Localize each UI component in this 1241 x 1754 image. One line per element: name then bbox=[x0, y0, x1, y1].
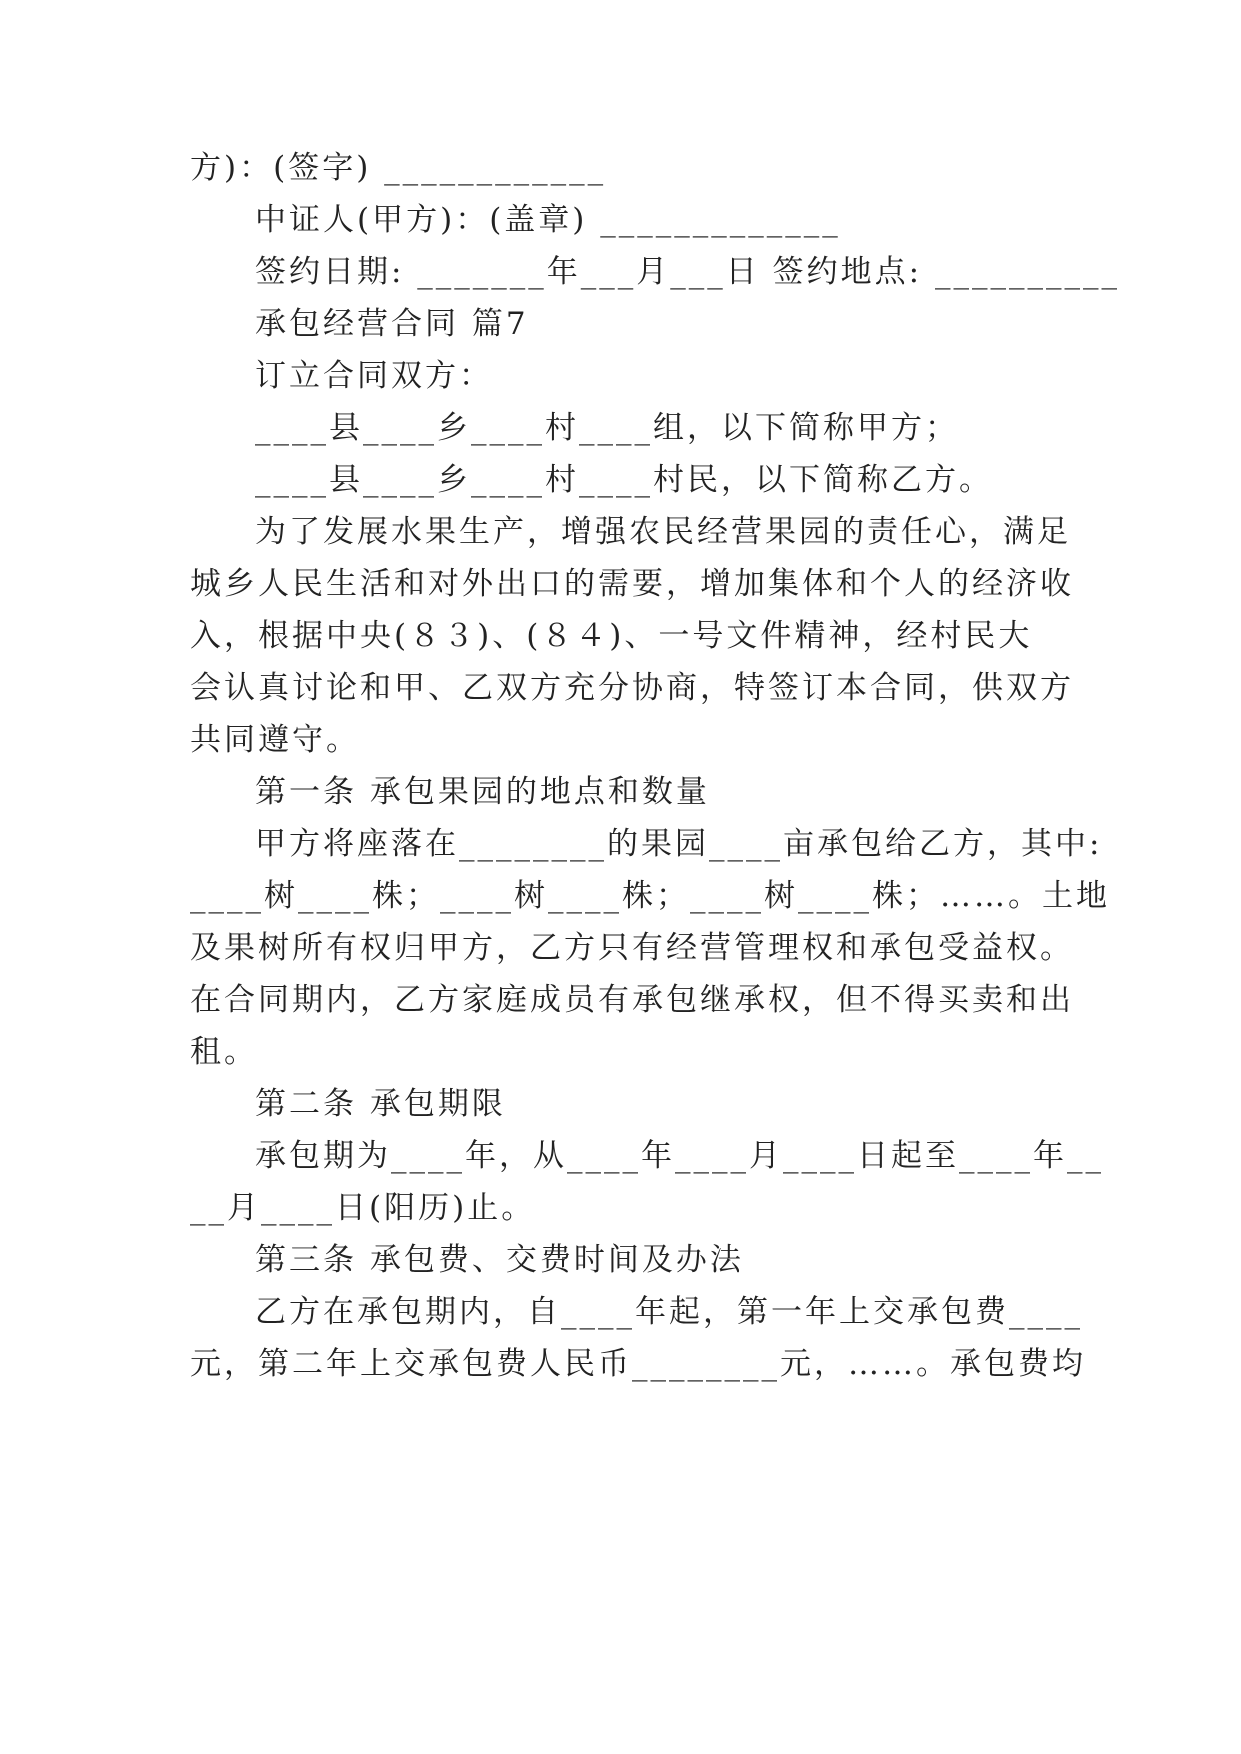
signature-line: 方)：(签字) ____________ bbox=[190, 150, 607, 186]
article-1-heading: 第一条 承包果园的地点和数量 bbox=[255, 774, 710, 810]
signing-date-line: 签约日期: _______年___月___日 签约地点: __________ bbox=[255, 254, 1120, 290]
paragraph-line: 入，根据中央(８３)、(８４)、一号文件精神，经村民大 bbox=[190, 618, 1033, 654]
paragraph-line: 乙方在承包期内，自____年起，第一年上交承包费____ bbox=[255, 1294, 1083, 1330]
paragraph-line: 甲方将座落在________的果园____亩承包给乙方，其中: bbox=[255, 826, 1103, 862]
party-b-line: ____县____乡____村____村民，以下简称乙方。 bbox=[255, 462, 993, 498]
paragraph-line: 共同遵守。 bbox=[190, 722, 360, 758]
paragraph-line: 元，第二年上交承包费人民币________元，……。承包费均 bbox=[190, 1346, 1086, 1382]
paragraph-line: 承包期为____年，从____年____月____日起至____年__ bbox=[255, 1138, 1104, 1174]
section-title: 承包经营合同 篇7 bbox=[255, 306, 529, 342]
paragraph-line: ____树____株；____树____株；____树____株；……。土地 bbox=[190, 878, 1110, 914]
paragraph-line: 及果树所有权归甲方，乙方只有经营管理权和承包受益权。 bbox=[190, 930, 1074, 966]
paragraph-line: 会认真讨论和甲、乙双方充分协商，特签订本合同，供双方 bbox=[190, 670, 1074, 706]
parties-heading: 订立合同双方： bbox=[255, 358, 493, 394]
article-2-heading: 第二条 承包期限 bbox=[255, 1086, 506, 1122]
paragraph-line: 城乡人民生活和对外出口的需要，增加集体和个人的经济收 bbox=[190, 566, 1074, 602]
paragraph-line: __月____日(阳历)止。 bbox=[190, 1190, 536, 1226]
article-3-heading: 第三条 承包费、交费时间及办法 bbox=[255, 1242, 744, 1278]
paragraph-line: 租。 bbox=[190, 1034, 258, 1070]
party-a-line: ____县____乡____村____组，以下简称甲方； bbox=[255, 410, 959, 446]
witness-line: 中证人(甲方)：(盖章) _____________ bbox=[255, 202, 841, 238]
paragraph-line: 在合同期内，乙方家庭成员有承包继承权，但不得买卖和出 bbox=[190, 982, 1074, 1018]
paragraph-line: 为了发展水果生产，增强农民经营果园的责任心，满足 bbox=[255, 514, 1071, 550]
